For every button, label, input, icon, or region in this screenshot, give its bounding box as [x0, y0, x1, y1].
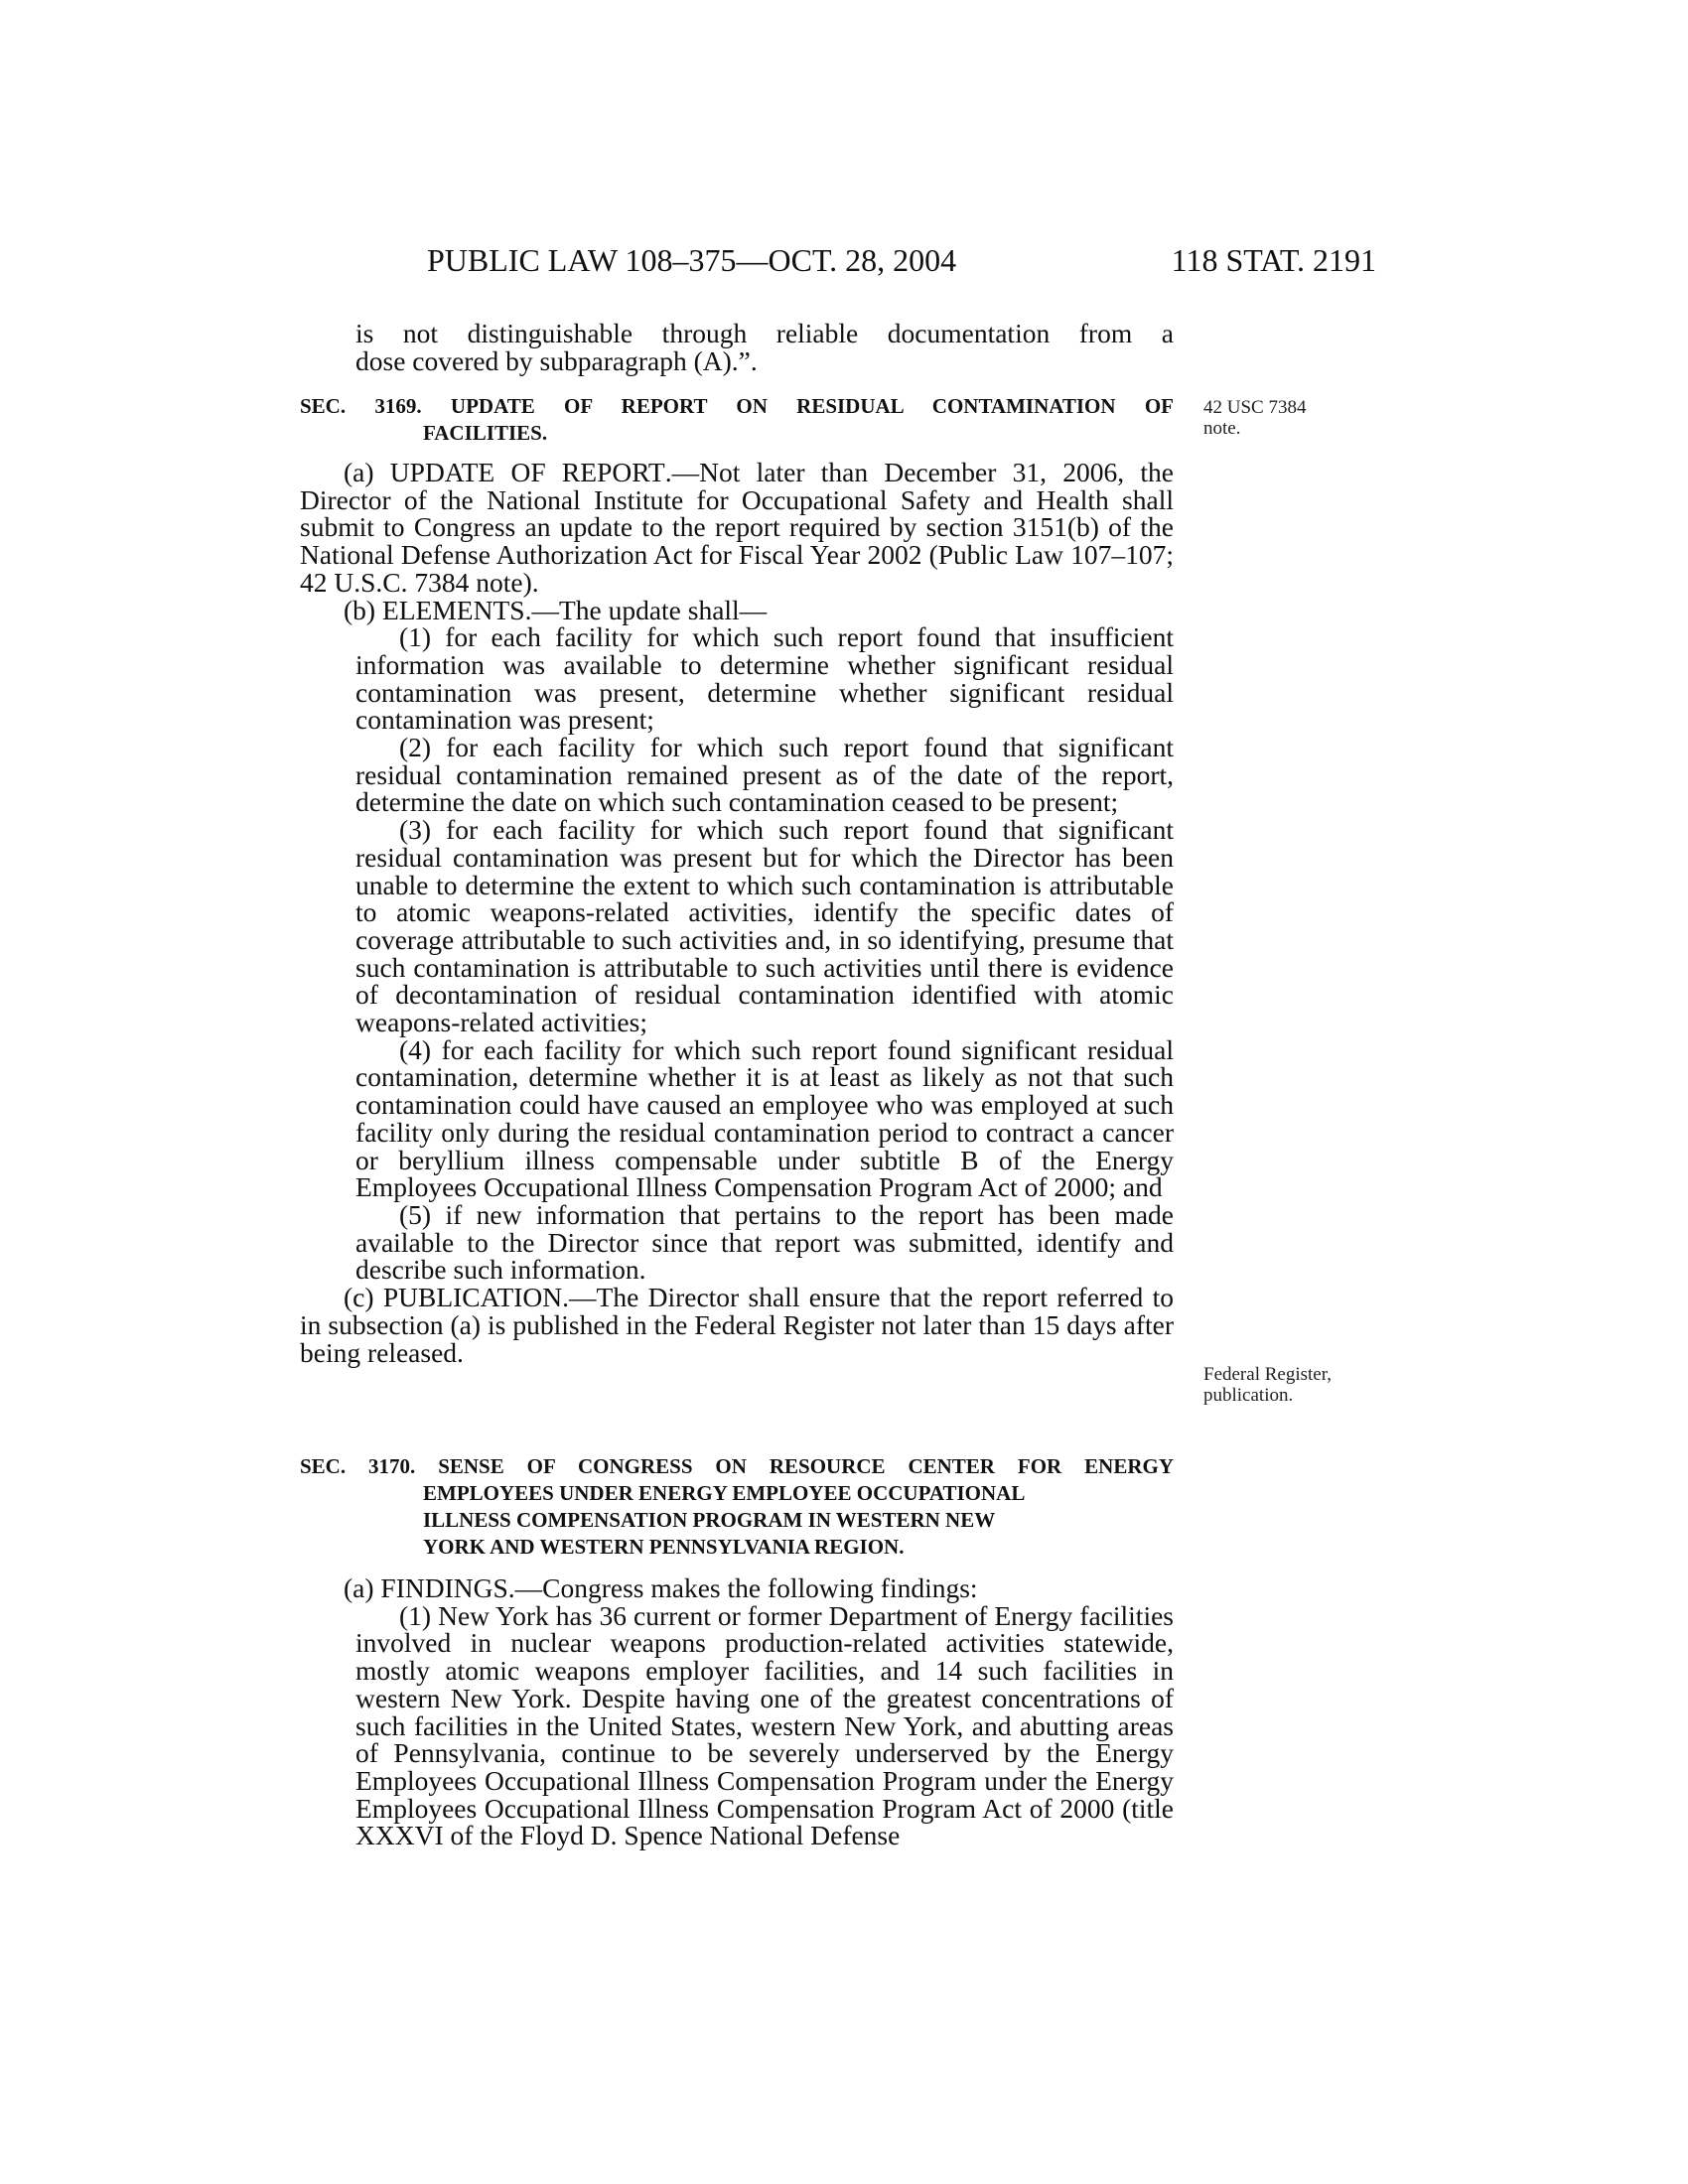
margin-note-federal-register — [1203, 1364, 1372, 1406]
subsection-label: (c) P — [344, 1282, 399, 1313]
subsection-label: (a) F — [344, 1572, 396, 1603]
subsection-text: .—The update shall— — [524, 594, 768, 625]
section-3169-heading — [300, 393, 1174, 447]
list-item: (1) New York has 36 current or former Department of Energy facilities involved in nuclear weapons production-related activities statewide, mostly atomic weapons employer facilities, and 14 such facilities in western New York. Despite having one of the greatest concentrations of such facilities in the United States, western New York, and abutting areas of Pennsylvania, continue to be severely underserved by the Energy Employees Occupational Illness Compensation Program under the Energy Employees Occupational Illness Compensation Program Act of 2000 (title XXXVI of the Floyd D. Spence National Defense — [355, 1599, 1174, 1851]
section-3169-body — [300, 459, 1174, 1366]
list-item: (1) for each facility for which such report found that insufficient information was available to determine whether significant residual contamination was present, determine whether significant residual contamination was present; — [355, 621, 1174, 736]
subsection-caps: EPORT — [580, 457, 665, 487]
section-3170-body — [300, 1574, 1174, 1849]
subsection-label: (b) E — [344, 594, 399, 625]
section-3170-heading — [300, 1453, 1174, 1561]
intro-continuation — [355, 320, 1174, 374]
intro-line: dose covered by subparagraph (A).”. — [355, 344, 758, 376]
subsection-label: (a) U — [344, 457, 410, 487]
subsection-caps: INDINGS — [395, 1572, 508, 1603]
subsection-text: .—Congress makes the following findings: — [507, 1572, 978, 1603]
running-head: PUBLIC LAW 108–375—OCT. 28, 2004 — [427, 242, 957, 278]
heading-line: ILLNESS COMPENSATION PROGRAM IN WESTERN NEW — [423, 1508, 996, 1532]
list-item: (3) for each facility for which such report found that significant residual contamination was present but for which the Director has been unable to determine the extent to which such contamination is attributable to atomic weapons-related activities, identify the specific dates of coverage attributable to such activities and, in so identifying, presume that such contamination is attributable to such activities until there is evidence of decontamination of residual contamination identified with atomic weapons-related activities; — [355, 814, 1174, 1038]
margin-note-line: 42 USC 7384 — [1203, 397, 1307, 418]
intro-line: is not distinguishable through reliable documentation from a — [355, 318, 1174, 348]
subsection-b — [300, 594, 1174, 625]
subsection-label: R — [545, 457, 581, 487]
list-item: (4) for each facility for which such report found significant residual contamination, determine whether it is at least as likely as not that such contamination could have caused an employee who was employed at such facility only during the residual contamination period to contract a cancer or beryllium illness compensable under subtitle B of the Energy Employees Occupational Illness Compensation Program Act of 2000; and — [355, 1033, 1174, 1203]
page-header — [427, 242, 1376, 286]
margin-note-line: publication. — [1203, 1385, 1294, 1406]
subsection-a — [300, 459, 1174, 597]
margin-note-line: Federal Register, — [1203, 1364, 1333, 1385]
subsection-text: .—Not later than December 31, 2006, the Director of the National Institute for Occupational Safety and Health shall submit to Congress an update to the report required by section 3151(b) of the National Defense Authorization Act for Fiscal Year 2002 (Public Law 107–107; 42 U.S.C. 7384 note). — [300, 457, 1175, 598]
heading-line: YORK AND WESTERN PENNSYLVANIA REGION. — [423, 1535, 905, 1559]
subsection-text: .—The Director shall ensure that the report referred to in subsection (a) is published in the Federal Register not later than 15 days after being released. — [300, 1282, 1174, 1368]
subsection-caps: UBLICATION — [398, 1282, 563, 1313]
list-item: (5) if new information that pertains to the report has been made available to the Director since that report was submitted, identify and describe such information. — [355, 1198, 1174, 1286]
heading-line: FACILITIES. — [423, 421, 548, 445]
subsection-caps: PDATE OF — [409, 457, 546, 487]
subsection-a — [300, 1574, 1174, 1602]
heading-line: EMPLOYEES UNDER ENERGY EMPLOYEE OCCUPATIONAL — [423, 1481, 1026, 1505]
subsection-c — [300, 1284, 1174, 1366]
margin-note-usc — [1203, 397, 1372, 439]
margin-note-line: note. — [1203, 418, 1241, 439]
heading-line: SEC. 3169. UPDATE OF REPORT ON RESIDUAL CONTAMINATION OF — [300, 394, 1174, 418]
list-item: (2) for each facility for which such report found that significant residual contamination remained present as of the date of the report, determine the date on which such contamination ceased to be present; — [355, 732, 1174, 818]
statute-page-number: 118 STAT. 2191 — [1171, 242, 1376, 278]
heading-line: SEC. 3170. SENSE OF CONGRESS ON RESOURCE CENTER FOR ENERGY — [300, 1454, 1174, 1478]
subsection-caps: LEMENTS — [398, 594, 525, 625]
